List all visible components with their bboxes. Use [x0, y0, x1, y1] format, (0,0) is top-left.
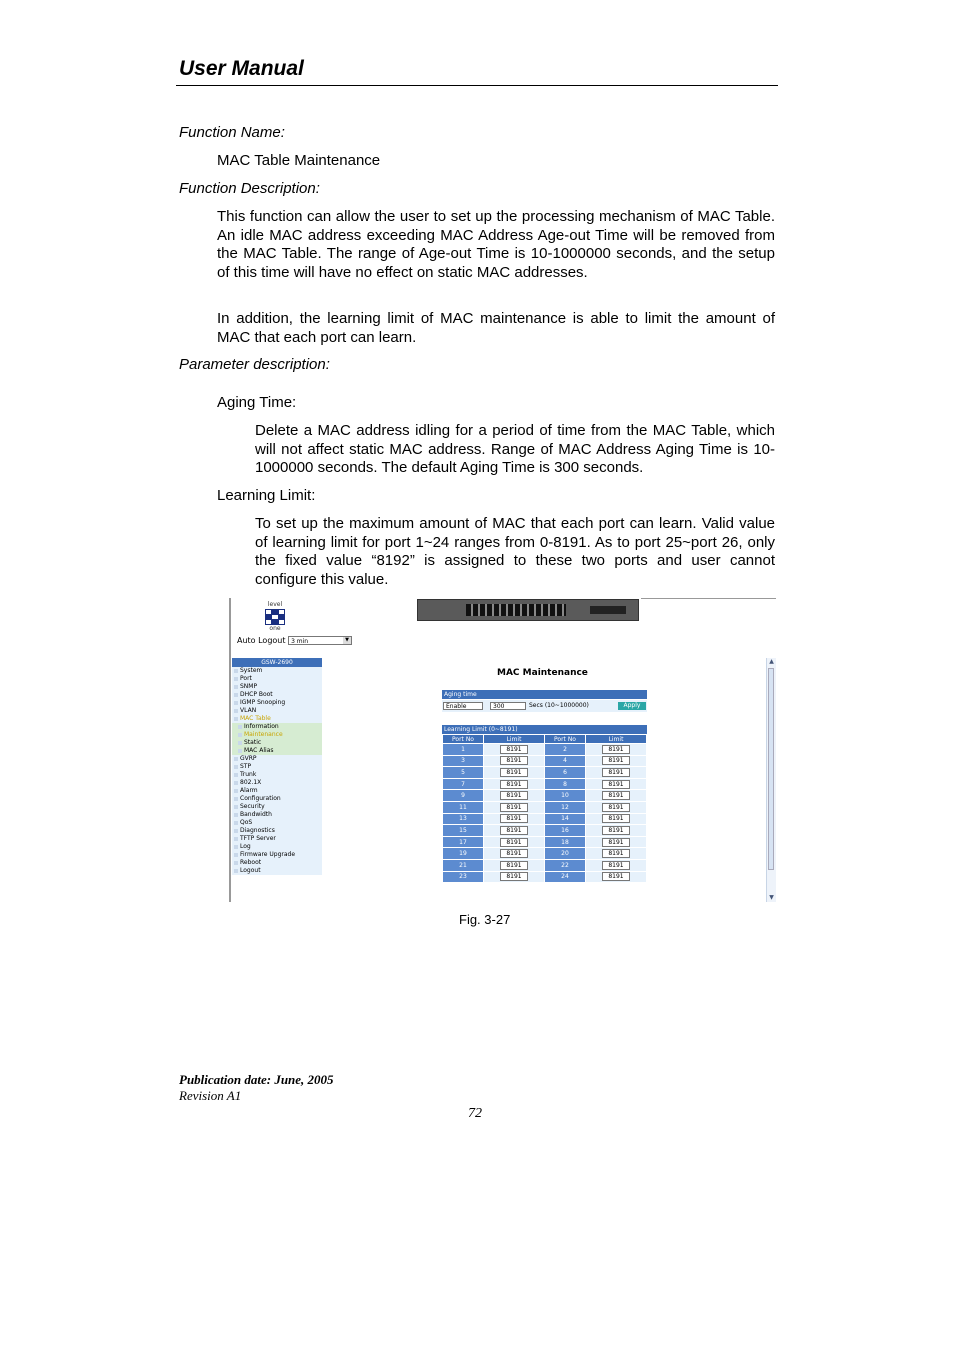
sidebar-item[interactable] — [232, 731, 322, 739]
sidebar-item[interactable] — [232, 715, 322, 723]
port-number-cell: 6 — [545, 767, 585, 778]
aging-time-bar: Aging time — [442, 690, 647, 699]
frame-top — [641, 598, 776, 599]
port-number-cell: 22 — [545, 860, 585, 871]
nav-bullet-icon — [234, 669, 238, 673]
table-row — [443, 779, 646, 790]
limit-input[interactable]: 8191 — [500, 838, 528, 847]
limit-input[interactable]: 8191 — [602, 814, 630, 823]
sidebar-item-label: Security — [240, 803, 265, 810]
vertical-scrollbar[interactable] — [766, 658, 776, 902]
port-number-cell: 10 — [545, 790, 585, 801]
aging-time-value: 300 — [493, 703, 505, 710]
table-row — [443, 825, 646, 836]
limit-cell — [484, 872, 544, 883]
learning-limit-bar: Learning Limit (0~8191) — [442, 725, 647, 734]
sidebar-item[interactable] — [232, 819, 322, 827]
sidebar-item[interactable] — [232, 763, 322, 771]
port-number-cell: 13 — [443, 814, 483, 825]
port-number-cell: 20 — [545, 848, 585, 859]
aging-unit-label: Secs (10~1000000) — [529, 702, 589, 709]
sidebar-item-label: Static — [244, 739, 262, 746]
nav-bullet-icon — [238, 733, 242, 737]
sidebar-item-label: MAC Table — [240, 715, 271, 722]
auto-logout — [237, 636, 352, 645]
nav-bullet-icon — [234, 813, 238, 817]
sidebar-item[interactable] — [232, 739, 322, 747]
port-number-cell: 15 — [443, 825, 483, 836]
sidebar-item[interactable] — [232, 771, 322, 779]
sidebar-item-label: 802.1X — [240, 779, 262, 786]
sidebar-item-label: System — [240, 667, 263, 674]
desc-paragraph-1: This function can allow the user to set up the processing mechanism of MAC Table. An idle MAC address exceeding MAC Address Age-out Time will be removed from the MAC Table. The range of Age-out Time is 10-1000000 seconds, and the setup of this time will have no effect on static MAC addresses. — [217, 208, 775, 281]
table-row — [443, 802, 646, 813]
sidebar-item[interactable] — [232, 683, 322, 691]
sidebar-item[interactable] — [232, 699, 322, 707]
sidebar-item-label: Log — [240, 843, 251, 850]
auto-logout-label: Auto Logout — [237, 636, 286, 645]
sidebar-item-label: Firmware Upgrade — [240, 851, 296, 858]
port-number-cell: 24 — [545, 872, 585, 883]
limit-input[interactable]: 8191 — [602, 826, 630, 835]
sidebar-item[interactable] — [232, 675, 322, 683]
param-label: Parameter description: — [179, 356, 330, 373]
nav-bullet-icon — [234, 869, 238, 873]
limit-cell — [586, 860, 646, 871]
limit-cell — [484, 779, 544, 790]
sidebar-item[interactable] — [232, 867, 322, 875]
aging-time-row — [442, 700, 647, 712]
table-row — [443, 814, 646, 825]
limit-input[interactable]: 8191 — [602, 803, 630, 812]
sidebar-item[interactable] — [232, 707, 322, 715]
limit-cell — [484, 837, 544, 848]
header-rule — [176, 85, 778, 86]
nav-bullet-icon — [234, 709, 238, 713]
table-row — [443, 790, 646, 801]
limit-cell — [586, 814, 646, 825]
sidebar-item[interactable] — [232, 811, 322, 819]
sidebar-item[interactable] — [232, 827, 322, 835]
page-number: 72 — [468, 1106, 482, 1121]
table-row — [443, 872, 646, 883]
sidebar-item[interactable] — [232, 803, 322, 811]
limit-input[interactable]: 8191 — [602, 756, 630, 765]
switch-uplink-ports — [590, 606, 626, 614]
limit-cell — [484, 825, 544, 836]
port-number-cell: 9 — [443, 790, 483, 801]
port-number-cell: 14 — [545, 814, 585, 825]
aging-time-input[interactable] — [490, 702, 526, 710]
sidebar-item-label: VLAN — [240, 707, 257, 714]
logo-text-top: level — [267, 601, 283, 608]
scroll-thumb[interactable] — [768, 668, 774, 870]
auto-logout-select[interactable] — [288, 636, 352, 645]
limit-cell — [484, 802, 544, 813]
sidebar-item-label: Maintenance — [244, 731, 283, 738]
table-row — [443, 767, 646, 778]
revision: Revision A1 — [179, 1088, 242, 1103]
sidebar-item-label: TFTP Server — [240, 835, 276, 842]
port-number-cell: 3 — [443, 756, 483, 767]
limit-cell — [484, 860, 544, 871]
table-header-row — [443, 735, 646, 743]
desc-paragraph-2: In addition, the learning limit of MAC maintenance is able to limit the amount of MAC that each port can learn. — [217, 310, 775, 346]
sidebar-item[interactable] — [232, 723, 322, 731]
sidebar-nav — [232, 658, 322, 875]
limit-input[interactable]: 8191 — [500, 791, 528, 800]
col-header: Limit — [484, 735, 544, 743]
nav-bullet-icon — [234, 773, 238, 777]
table-row — [443, 837, 646, 848]
nav-bullet-icon — [238, 725, 242, 729]
table-row — [443, 756, 646, 767]
sidebar-item-label: Configuration — [240, 795, 281, 802]
apply-button[interactable]: Apply — [618, 702, 646, 710]
sidebar-item-label: Trunk — [240, 771, 257, 778]
frame-left — [229, 598, 231, 902]
sidebar-item-label: GVRP — [240, 755, 257, 762]
port-number-cell: 19 — [443, 848, 483, 859]
logo-text-bottom: one — [269, 625, 281, 632]
limit-input[interactable]: 8191 — [500, 849, 528, 858]
port-number-cell: 5 — [443, 767, 483, 778]
sidebar-item-label: STP — [240, 763, 252, 770]
content-title: MAC Maintenance — [497, 668, 588, 678]
nav-bullet-icon — [234, 717, 238, 721]
function-name-label: Function Name: — [179, 124, 285, 141]
sidebar-item[interactable] — [232, 667, 322, 675]
limit-cell — [484, 814, 544, 825]
port-number-cell: 4 — [545, 756, 585, 767]
logo-mark — [265, 609, 285, 625]
nav-bullet-icon — [234, 789, 238, 793]
port-number-cell: 11 — [443, 802, 483, 813]
learning-limit-desc: To set up the maximum amount of MAC that each port can learn. Valid value of learning limit for port 1~24 ranges from 0-8191. As to port 25~port 26, only the fixed value “8192” is assigned to these two ports and user cannot configure this value. — [255, 515, 775, 588]
limit-cell — [484, 848, 544, 859]
sidebar-item[interactable] — [232, 779, 322, 787]
limit-input[interactable]: 8191 — [602, 838, 630, 847]
limit-input[interactable]: 8191 — [500, 861, 528, 870]
function-name: MAC Table Maintenance — [217, 152, 381, 169]
port-number-cell: 21 — [443, 860, 483, 871]
col-header: Limit — [586, 735, 646, 743]
sidebar-item[interactable] — [232, 755, 322, 763]
sidebar-item-label: SNMP — [240, 683, 258, 690]
sidebar-item-label: QoS — [240, 819, 253, 826]
limit-input[interactable]: 8191 — [602, 780, 630, 789]
port-number-cell: 18 — [545, 837, 585, 848]
limit-input[interactable]: 8191 — [500, 814, 528, 823]
chevron-down-icon: ▼ — [343, 637, 351, 644]
aging-enable-value: Enable — [446, 703, 467, 710]
switch-image — [417, 599, 639, 621]
limit-input[interactable]: 8191 — [500, 745, 528, 754]
limit-cell — [586, 744, 646, 755]
limit-cell — [586, 756, 646, 767]
publication-date: Publication date: June, 2005 — [179, 1072, 334, 1087]
sidebar-item-label: Information — [244, 723, 279, 730]
col-header: Port No — [545, 735, 585, 743]
limit-cell — [586, 767, 646, 778]
nav-bullet-icon — [238, 749, 242, 753]
levelone-logo — [263, 602, 287, 632]
limit-cell — [586, 825, 646, 836]
port-number-cell: 23 — [443, 872, 483, 883]
nav-bullet-icon — [238, 741, 242, 745]
nav-bullet-icon — [234, 765, 238, 769]
port-number-cell: 2 — [545, 744, 585, 755]
sidebar-item[interactable] — [232, 795, 322, 803]
limit-input[interactable]: 8191 — [602, 791, 630, 800]
sidebar-item[interactable] — [232, 835, 322, 843]
limit-cell — [484, 756, 544, 767]
port-number-cell: 16 — [545, 825, 585, 836]
nav-bullet-icon — [234, 861, 238, 865]
table-row — [443, 744, 646, 755]
col-header: Port No — [443, 735, 483, 743]
limit-input[interactable]: 8191 — [602, 861, 630, 870]
nav-bullet-icon — [234, 805, 238, 809]
limit-cell — [586, 790, 646, 801]
sidebar-item-label: Logout — [240, 867, 261, 874]
aging-time-desc: Delete a MAC address idling for a period of time from the MAC Table, which will not affect static MAC address. Range of MAC Address Aging Time is 10-1000000 seconds. The default Aging Time is 300 seconds. — [255, 422, 775, 476]
nav-bullet-icon — [234, 821, 238, 825]
sidebar-item-label: DHCP Boot — [240, 691, 273, 698]
function-desc-label: Function Description: — [179, 180, 320, 197]
sidebar-item-label: MAC Alias — [244, 747, 274, 754]
limit-input[interactable]: 8191 — [500, 756, 528, 765]
nav-bullet-icon — [234, 677, 238, 681]
sidebar-item-label: IGMP Snooping — [240, 699, 286, 706]
nav-bullet-icon — [234, 693, 238, 697]
limit-input[interactable]: 8191 — [602, 872, 630, 881]
sidebar-item[interactable] — [232, 859, 322, 867]
nav-bullet-icon — [234, 829, 238, 833]
sidebar-item[interactable] — [232, 843, 322, 851]
sidebar-item-label: Diagnostics — [240, 827, 275, 834]
table-row — [443, 860, 646, 871]
limit-input[interactable]: 8191 — [500, 780, 528, 789]
port-number-cell: 7 — [443, 779, 483, 790]
sidebar-item[interactable] — [232, 691, 322, 699]
limit-cell — [484, 790, 544, 801]
nav-bullet-icon — [234, 797, 238, 801]
limit-input[interactable]: 8191 — [500, 768, 528, 777]
limit-input[interactable]: 8191 — [500, 826, 528, 835]
sidebar-item-label: Port — [240, 675, 252, 682]
sidebar-item[interactable] — [232, 851, 322, 859]
page-header-title: User Manual — [179, 57, 304, 80]
limit-input[interactable]: 8191 — [602, 849, 630, 858]
limit-cell — [484, 767, 544, 778]
sidebar-item[interactable] — [232, 747, 322, 755]
nav-bullet-icon — [234, 757, 238, 761]
nav-bullet-icon — [234, 781, 238, 785]
limit-input[interactable]: 8191 — [500, 872, 528, 881]
learning-limit-label: Learning Limit: — [217, 487, 316, 504]
switch-ports — [466, 604, 566, 616]
table-row — [443, 848, 646, 859]
mac-maintenance-screenshot — [229, 598, 776, 902]
aging-enable-select[interactable] — [443, 702, 483, 710]
limit-cell — [586, 837, 646, 848]
port-number-cell: 8 — [545, 779, 585, 790]
nav-bullet-icon — [234, 853, 238, 857]
sidebar-item-label: Alarm — [240, 787, 258, 794]
learning-limit-table — [442, 734, 647, 883]
port-number-cell: 12 — [545, 802, 585, 813]
sidebar-item[interactable] — [232, 787, 322, 795]
limit-input[interactable]: 8191 — [602, 745, 630, 754]
limit-input[interactable]: 8191 — [500, 803, 528, 812]
limit-cell — [484, 744, 544, 755]
limit-input[interactable]: 8191 — [602, 768, 630, 777]
nav-bullet-icon — [234, 701, 238, 705]
sidebar-item-label: Bandwidth — [240, 811, 272, 818]
auto-logout-value: 3 min — [291, 638, 309, 645]
scroll-down-icon[interactable]: ▼ — [769, 894, 774, 901]
sidebar-item-label: Reboot — [240, 859, 262, 866]
model-heading: GSW-2690 — [232, 658, 322, 667]
scroll-up-icon[interactable]: ▲ — [769, 658, 774, 665]
port-number-cell: 1 — [443, 744, 483, 755]
nav-bullet-icon — [234, 685, 238, 689]
nav-bullet-icon — [234, 845, 238, 849]
limit-cell — [586, 848, 646, 859]
limit-cell — [586, 872, 646, 883]
aging-time-label: Aging Time: — [217, 394, 297, 411]
port-number-cell: 17 — [443, 837, 483, 848]
limit-cell — [586, 779, 646, 790]
nav-bullet-icon — [234, 837, 238, 841]
limit-cell — [586, 802, 646, 813]
figure-caption: Fig. 3-27 — [459, 912, 511, 927]
